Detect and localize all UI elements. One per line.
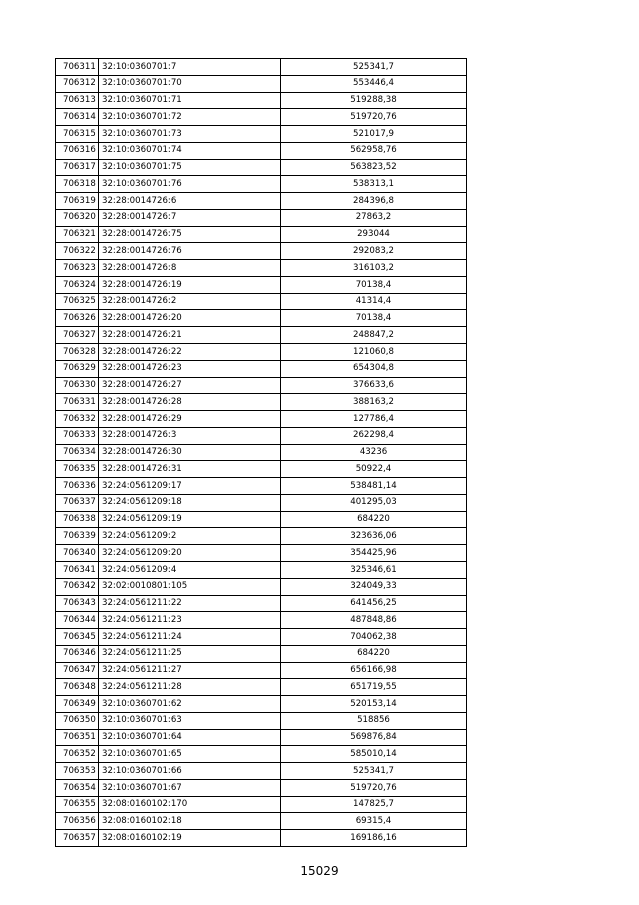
table-row [56, 578, 467, 595]
row-id-cell: 706333 [56, 427, 99, 444]
table-row [56, 276, 467, 293]
row-id-cell: 706347 [56, 662, 99, 679]
table-row [56, 813, 467, 830]
table-body [56, 59, 467, 847]
cadastral-number-cell: 32:28:0014726:23 [99, 360, 281, 377]
row-id-cell: 706321 [56, 226, 99, 243]
cadastral-number-cell: 32:28:0014726:29 [99, 411, 281, 428]
row-id-cell: 706338 [56, 511, 99, 528]
row-id-cell: 706343 [56, 595, 99, 612]
cadastral-number-cell: 32:10:0360701:7 [99, 59, 281, 76]
cadastral-value-cell: 487848,86 [281, 612, 467, 629]
row-id-cell: 706332 [56, 411, 99, 428]
cadastral-value-cell: 401295,03 [281, 494, 467, 511]
cadastral-value-cell: 324049,33 [281, 578, 467, 595]
cadastral-value-cell: 388163,2 [281, 394, 467, 411]
cadastral-value-cell: 518856 [281, 712, 467, 729]
table-row [56, 561, 467, 578]
cadastral-value-cell: 654304,8 [281, 360, 467, 377]
table-row [56, 511, 467, 528]
cadastral-value-cell: 70138,4 [281, 276, 467, 293]
row-id-cell: 706319 [56, 193, 99, 210]
row-id-cell: 706324 [56, 276, 99, 293]
cadastral-number-cell: 32:08:0160102:19 [99, 830, 281, 847]
cadastral-number-cell: 32:24:0561211:22 [99, 595, 281, 612]
cadastral-value-cell: 169186,16 [281, 830, 467, 847]
cadastral-number-cell: 32:28:0014726:31 [99, 461, 281, 478]
cadastral-value-cell: 519288,38 [281, 92, 467, 109]
table-row [56, 494, 467, 511]
table-row [56, 461, 467, 478]
cadastral-value-cell: 553446,4 [281, 75, 467, 92]
row-id-cell: 706337 [56, 494, 99, 511]
table-row [56, 478, 467, 495]
cadastral-number-cell: 32:08:0160102:18 [99, 813, 281, 830]
row-id-cell: 706344 [56, 612, 99, 629]
table-row [56, 260, 467, 277]
page-number: 15029 [300, 864, 339, 878]
cadastral-number-cell: 32:10:0360701:62 [99, 696, 281, 713]
row-id-cell: 706355 [56, 796, 99, 813]
table-row [56, 327, 467, 344]
table-row [56, 444, 467, 461]
cadastral-number-cell: 32:28:0014726:8 [99, 260, 281, 277]
cadastral-number-cell: 32:28:0014726:19 [99, 276, 281, 293]
table-row [56, 746, 467, 763]
cadastral-number-cell: 32:28:0014726:6 [99, 193, 281, 210]
cadastral-number-cell: 32:24:0561211:23 [99, 612, 281, 629]
row-id-cell: 706328 [56, 344, 99, 361]
cadastral-number-cell: 32:24:0561209:4 [99, 561, 281, 578]
cadastral-value-cell: 585010,14 [281, 746, 467, 763]
cadastral-value-cell: 376633,6 [281, 377, 467, 394]
cadastral-number-cell: 32:10:0360701:72 [99, 109, 281, 126]
row-id-cell: 706349 [56, 696, 99, 713]
table-row [56, 545, 467, 562]
cadastral-number-cell: 32:28:0014726:28 [99, 394, 281, 411]
cadastral-number-cell: 32:28:0014726:2 [99, 293, 281, 310]
row-id-cell: 706357 [56, 830, 99, 847]
table-row [56, 176, 467, 193]
table-row [56, 310, 467, 327]
cadastral-number-cell: 32:24:0561209:17 [99, 478, 281, 495]
row-id-cell: 706354 [56, 779, 99, 796]
cadastral-value-cell: 525341,7 [281, 763, 467, 780]
row-id-cell: 706312 [56, 75, 99, 92]
table-row [56, 696, 467, 713]
cadastral-value-cell: 262298,4 [281, 427, 467, 444]
row-id-cell: 706352 [56, 746, 99, 763]
cadastral-number-cell: 32:10:0360701:74 [99, 142, 281, 159]
row-id-cell: 706342 [56, 578, 99, 595]
table-row [56, 59, 467, 76]
row-id-cell: 706345 [56, 629, 99, 646]
cadastral-value-cell: 538313,1 [281, 176, 467, 193]
table-row [56, 193, 467, 210]
cadastral-number-cell: 32:24:0561209:18 [99, 494, 281, 511]
cadastral-value-cell: 519720,76 [281, 779, 467, 796]
cadastral-value-cell: 284396,8 [281, 193, 467, 210]
table-row [56, 729, 467, 746]
row-id-cell: 706341 [56, 561, 99, 578]
table-row [56, 226, 467, 243]
cadastral-value-cell: 641456,25 [281, 595, 467, 612]
cadastral-number-cell: 32:10:0360701:64 [99, 729, 281, 746]
table-row [56, 595, 467, 612]
row-id-cell: 706320 [56, 209, 99, 226]
table-row [56, 142, 467, 159]
cadastral-value-cell: 323636,06 [281, 528, 467, 545]
cadastral-number-cell: 32:28:0014726:22 [99, 344, 281, 361]
cadastral-number-cell: 32:28:0014726:20 [99, 310, 281, 327]
cadastral-number-cell: 32:24:0561211:27 [99, 662, 281, 679]
cadastral-number-cell: 32:10:0360701:65 [99, 746, 281, 763]
cadastral-number-cell: 32:10:0360701:63 [99, 712, 281, 729]
cadastral-value-cell: 248847,2 [281, 327, 467, 344]
cadastral-number-cell: 32:10:0360701:66 [99, 763, 281, 780]
row-id-cell: 706326 [56, 310, 99, 327]
cadastral-value-cell: 538481,14 [281, 478, 467, 495]
cadastral-number-cell: 32:24:0561209:2 [99, 528, 281, 545]
cadastral-value-cell: 316103,2 [281, 260, 467, 277]
table-row [56, 411, 467, 428]
table-row [56, 763, 467, 780]
cadastral-number-cell: 32:10:0360701:73 [99, 126, 281, 143]
cadastral-value-cell: 50922,4 [281, 461, 467, 478]
cadastral-number-cell: 32:10:0360701:75 [99, 159, 281, 176]
cadastral-value-cell: 292083,2 [281, 243, 467, 260]
table-row [56, 662, 467, 679]
row-id-cell: 706327 [56, 327, 99, 344]
row-id-cell: 706317 [56, 159, 99, 176]
table-row [56, 377, 467, 394]
cadastral-value-cell: 656166,98 [281, 662, 467, 679]
cadastral-value-cell: 519720,76 [281, 109, 467, 126]
cadastral-number-cell: 32:28:0014726:21 [99, 327, 281, 344]
cadastral-number-cell: 32:24:0561211:25 [99, 645, 281, 662]
row-id-cell: 706351 [56, 729, 99, 746]
cadastral-number-cell: 32:02:0010801:105 [99, 578, 281, 595]
table-row [56, 796, 467, 813]
table-row [56, 126, 467, 143]
table-row [56, 645, 467, 662]
table-row [56, 612, 467, 629]
row-id-cell: 706353 [56, 763, 99, 780]
cadastral-value-cell: 147825,7 [281, 796, 467, 813]
cadastral-value-cell: 520153,14 [281, 696, 467, 713]
cadastral-value-cell: 69315,4 [281, 813, 467, 830]
cadastral-value-cell: 569876,84 [281, 729, 467, 746]
table-row [56, 427, 467, 444]
table-row [56, 360, 467, 377]
table-row [56, 92, 467, 109]
cadastral-number-cell: 32:24:0561211:24 [99, 629, 281, 646]
row-id-cell: 706313 [56, 92, 99, 109]
cadastral-number-cell: 32:10:0360701:67 [99, 779, 281, 796]
cadastral-value-cell: 562958,76 [281, 142, 467, 159]
table-row [56, 209, 467, 226]
table-row [56, 712, 467, 729]
cadastral-value-cell: 121060,8 [281, 344, 467, 361]
row-id-cell: 706322 [56, 243, 99, 260]
cadastral-number-cell: 32:28:0014726:3 [99, 427, 281, 444]
cadastral-value-cell: 684220 [281, 511, 467, 528]
row-id-cell: 706348 [56, 679, 99, 696]
row-id-cell: 706356 [56, 813, 99, 830]
cadastral-value-cell: 41314,4 [281, 293, 467, 310]
cadastral-value-cell: 27863,2 [281, 209, 467, 226]
cadastral-value-cell: 684220 [281, 645, 467, 662]
row-id-cell: 706323 [56, 260, 99, 277]
cadastral-value-cell: 651719,55 [281, 679, 467, 696]
row-id-cell: 706315 [56, 126, 99, 143]
table-row [56, 394, 467, 411]
table-row [56, 528, 467, 545]
cadastral-number-cell: 32:28:0014726:7 [99, 209, 281, 226]
row-id-cell: 706314 [56, 109, 99, 126]
row-id-cell: 706335 [56, 461, 99, 478]
cadastral-value-cell: 127786,4 [281, 411, 467, 428]
table-row [56, 779, 467, 796]
cadastral-value-cell: 43236 [281, 444, 467, 461]
table-row [56, 830, 467, 847]
table-row [56, 293, 467, 310]
cadastral-number-cell: 32:10:0360701:70 [99, 75, 281, 92]
row-id-cell: 706346 [56, 645, 99, 662]
row-id-cell: 706350 [56, 712, 99, 729]
cadastral-value-cell: 563823,52 [281, 159, 467, 176]
cadastral-number-cell: 32:10:0360701:76 [99, 176, 281, 193]
row-id-cell: 706318 [56, 176, 99, 193]
row-id-cell: 706336 [56, 478, 99, 495]
cadastral-value-cell: 325346,61 [281, 561, 467, 578]
row-id-cell: 706334 [56, 444, 99, 461]
table-row [56, 109, 467, 126]
cadastral-value-cell: 704062,38 [281, 629, 467, 646]
cadastral-value-cell: 521017,9 [281, 126, 467, 143]
cadastral-number-cell: 32:28:0014726:76 [99, 243, 281, 260]
row-id-cell: 706339 [56, 528, 99, 545]
cadastral-number-cell: 32:08:0160102:170 [99, 796, 281, 813]
row-id-cell: 706325 [56, 293, 99, 310]
cadastral-number-cell: 32:28:0014726:27 [99, 377, 281, 394]
table-row [56, 344, 467, 361]
row-id-cell: 706340 [56, 545, 99, 562]
table-row [56, 629, 467, 646]
table-row [56, 243, 467, 260]
cadastral-value-cell: 525341,7 [281, 59, 467, 76]
cadastral-number-cell: 32:24:0561209:19 [99, 511, 281, 528]
cadastral-number-cell: 32:28:0014726:30 [99, 444, 281, 461]
table-row [56, 159, 467, 176]
cadastral-value-cell: 293044 [281, 226, 467, 243]
cadastral-number-cell: 32:10:0360701:71 [99, 92, 281, 109]
table-row [56, 679, 467, 696]
row-id-cell: 706311 [56, 59, 99, 76]
cadastral-value-cell: 70138,4 [281, 310, 467, 327]
cadastral-value-table [55, 58, 467, 847]
cadastral-number-cell: 32:24:0561211:28 [99, 679, 281, 696]
cadastral-number-cell: 32:24:0561209:20 [99, 545, 281, 562]
row-id-cell: 706331 [56, 394, 99, 411]
table-row [56, 75, 467, 92]
cadastral-value-cell: 354425,96 [281, 545, 467, 562]
row-id-cell: 706316 [56, 142, 99, 159]
cadastral-number-cell: 32:28:0014726:75 [99, 226, 281, 243]
row-id-cell: 706329 [56, 360, 99, 377]
row-id-cell: 706330 [56, 377, 99, 394]
